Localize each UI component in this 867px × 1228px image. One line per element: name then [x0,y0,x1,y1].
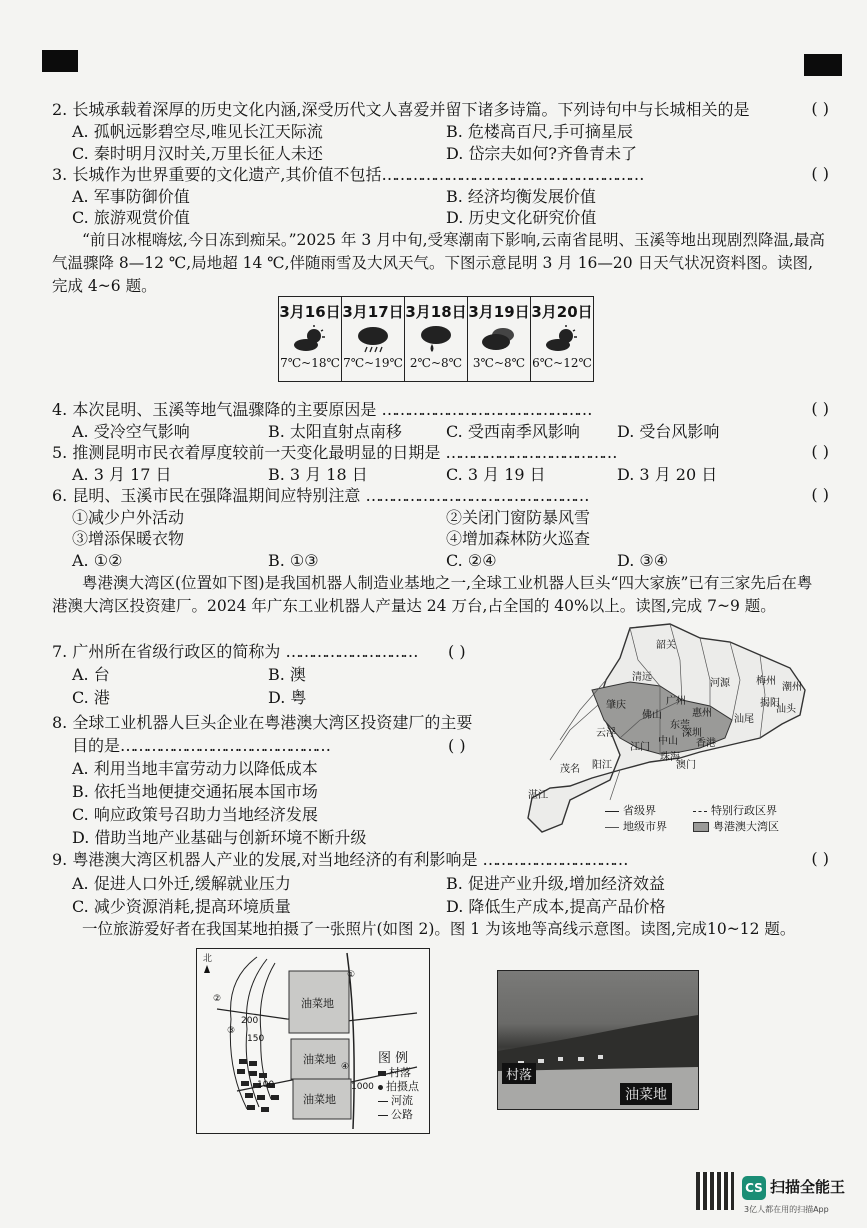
q5-option-c: C. 3 月 19 日 [446,465,546,484]
map-city-label: 汕头 [776,704,796,715]
weather-day-5 [531,297,594,382]
q7-option-c: C. 港 [72,688,110,707]
rain-icon [416,324,456,354]
map-city-label: 清远 [632,672,652,683]
q7-option-b: B. 澳 [268,665,306,684]
q3-option-c: C. 旅游观赏价值 [72,208,190,227]
spot-label: ③ [227,1026,236,1036]
map-city-label: 珠海 [660,752,680,763]
q3-answer-paren: ( ) [811,164,829,183]
q5-option-d: D. 3 月 20 日 [617,465,718,484]
spot-label: ② [213,994,222,1004]
map-city-label: 香港 [696,738,716,749]
legend-title: 图 例 [378,1051,409,1066]
spot-label: ① [347,970,356,980]
q6-option-b: B. ①③ [268,551,319,570]
map-city-label: 韶关 [656,640,676,651]
legend-village: 村落 [389,1066,411,1079]
weather-day-3 [405,297,468,382]
map-city-label: 阳江 [592,760,612,771]
q4-option-b: B. 太阳直射点南移 [268,422,402,441]
guangdong-map [520,620,812,842]
q6-option-d: D. ③④ [617,551,669,570]
intro-paragraph-bay-area: 粤港澳大湾区(位置如下图)是我国机器人制造业基地之一,全球工业机器人巨头“四大家族”已有三家先后在粤港澳大湾区投资建厂。2024 年广东工业机器人产量达 24 万台,占全国的 40%以上。读图,完成 7~9 题。 [52,574,813,615]
q4-option-a: A. 受冷空气影响 [72,422,190,441]
map-city-label: 梅州 [756,676,776,687]
field-label: 油菜地 [303,1053,336,1066]
q4-option-c: C. 受西南季风影响 [446,422,580,441]
scanner-app-logo: CS [742,1176,766,1200]
village-icon [378,1071,386,1076]
weather-date: 3月20日 [531,303,593,321]
map-city-label: 云浮 [596,728,616,739]
qr-code [696,1172,734,1210]
app-tagline: 3亿人都在用的扫描App [744,1205,829,1214]
q3-option-a: A. 军事防御价值 [72,187,190,206]
map-city-label: 江门 [630,742,650,753]
contour-label: 150 [247,1034,265,1044]
q5-answer-paren: ( ) [811,442,829,461]
q6-item-4: ④增加森林防火巡查 [446,529,591,548]
map-city-label: 潮州 [782,682,802,693]
q5-option-a: A. 3 月 17 日 [72,465,172,484]
q4-answer-paren: ( ) [811,399,829,418]
map-city-label: 汕尾 [734,714,754,725]
q8-leader-dots: ………………………………………… [120,736,329,755]
field-label: 油菜地 [301,997,334,1010]
q6-leader-dots: …………………………………………… [365,486,587,505]
cloudy-icon [479,324,519,354]
contour-label: 100 [257,1080,275,1090]
weather-temp: 6℃~12℃ [532,356,592,370]
intro-paragraph-weather: “前日冰棍嗨炫,今日冻到痴呆。”2025 年 3 月中旬,受寒潮南下影响,云南省昆明、玉溪等地出现剧烈降温,最高气温骤降 8—12 ℃,局地超 14 ℃,伴随雨雪及大风天气。下图示意昆明 3 月 16—20 日天气状况资料图。读图,完成 4~6 题。 [52,231,825,295]
q9-option-b: B. 促进产业升级,增加经济效益 [446,874,666,893]
q8-stem-line2: 目的是………………………………………… [72,736,329,755]
north-arrow-icon [204,965,210,973]
q6-item-2: ②关闭门窗防暴风雪 [446,508,591,527]
landscape-photo [497,970,699,1110]
q6-stem: 6. 昆明、玉溪市民在强降温期间应特别注意 …………………………………………… [52,486,587,505]
map-city-label: 广州 [666,696,686,707]
river-icon [378,1101,388,1102]
map-city-label: 茂名 [560,764,580,775]
q7-stem: 7. 广州所在省级行政区的简称为 ………………………… [52,642,416,661]
map-city-label: 揭阳 [760,698,780,709]
q8-option-b: B. 依托当地便捷交通拓展本国市场 [72,782,318,801]
q4-leader-dots: ………………………………………… [381,400,590,419]
weather-day-4 [468,297,531,382]
map-city-label: 中山 [658,736,678,747]
legend-city-boundary: 地级市界 [623,820,667,833]
q3-leader-dots: …………………………………………………… [381,165,642,184]
weather-temp: 3℃~8℃ [472,356,526,370]
q9-option-d: D. 降低生产成本,提高产品价格 [446,897,666,916]
q6-item-1: ①减少户外活动 [72,508,185,527]
app-name: 扫描全能王 [770,1178,846,1196]
contour-label: 1000 [351,1082,374,1092]
q8-stem-line1: 8. 全球工业机器人巨头企业在粤港澳大湾区投资建厂的主要 [52,713,473,732]
q6-option-c: C. ②④ [446,551,497,570]
q3-stem: 3. 长城作为世界重要的文化遗产,其价值不包括…………………………………………………… [52,165,642,184]
intro-paragraph-photo: 一位旅游爱好者在我国某地拍摄了一张照片(如图 2)。图 1 为该地等高线示意图。读图,完成10~12 题。 [82,920,796,938]
legend-spot: 拍摄点 [386,1080,419,1093]
weather-day-2 [342,297,405,382]
sun-cloud-icon [290,324,330,354]
q2-option-b: B. 危楼高百尺,手可摘星辰 [446,122,634,141]
weather-temp: 2℃~8℃ [409,356,463,370]
map-city-label: 肇庆 [606,700,626,711]
q8-option-c: C. 响应政策号召助力当地经济发展 [72,805,318,824]
legend-road: 公路 [391,1108,413,1121]
weather-date: 3月16日 [279,303,341,321]
legend-bay-area: 粤港澳大湾区 [713,820,779,833]
q7-answer-paren: ( ) [448,642,466,661]
weather-day-1 [279,297,342,382]
contour-map-legend [378,1052,438,1122]
q7-option-d: D. 粤 [268,688,307,707]
q2-option-d: D. 岱宗夫如何?齐鲁青未了 [446,144,638,163]
spot-label: ④ [341,1062,350,1072]
weather-date: 3月17日 [342,303,404,321]
north-arrow-label: 北 [203,954,213,964]
q4-stem: 4. 本次昆明、玉溪等地气温骤降的主要原因是 ………………………………………… [52,400,590,419]
photo-label-village: 村落 [502,1063,536,1084]
q2-answer-paren: ( ) [811,99,829,118]
q2-option-c: C. 秦时明月汉时关,万里长征人未还 [72,144,323,163]
q3-option-b: B. 经济均衡发展价值 [446,187,596,206]
map-city-label: 佛山 [642,710,662,721]
thunderstorm-icon [353,324,393,354]
q9-stem: 9. 粤港澳大湾区机器人产业的发展,对当地经济的有利影响是 …………………………… [52,850,626,869]
q9-option-a: A. 促进人口外迁,缓解就业压力 [72,874,291,893]
q9-answer-paren: ( ) [811,849,829,868]
q4-option-d: D. 受台风影响 [617,422,720,441]
q5-leader-dots: ………………………………… [445,443,615,462]
legend-province-boundary: 省级界 [623,804,656,817]
q5-option-b: B. 3 月 18 日 [268,465,368,484]
map-city-label: 东莞 [670,720,690,731]
q9-leader-dots: …………………………… [482,850,626,869]
q8-option-a: A. 利用当地丰富劳动力以降低成本 [72,759,318,778]
road-icon [378,1115,388,1116]
weather-temp: 7℃~18℃ [280,356,340,370]
corner-mark-left [42,50,78,72]
weather-date: 3月18日 [405,303,467,321]
q5-stem: 5. 推测昆明市民衣着厚度较前一天变化最明显的日期是 ………………………………… [52,443,615,462]
q9-option-c: C. 减少资源消耗,提高环境质量 [72,897,291,916]
contour-label: 200 [241,1016,259,1026]
q2-stem: 2. 长城承载着深厚的历史文化内涵,深受历代文人喜爱并留下诸多诗篇。下列诗句中与长城相关的是 [52,100,750,119]
q6-item-3: ③增添保暖衣物 [72,529,185,548]
q8-answer-paren: ( ) [448,736,466,755]
q8-option-d: D. 借助当地产业基础与创新环境不断升级 [72,828,367,847]
sun-cloud-icon [542,324,582,354]
q6-option-a: A. ①② [72,551,123,570]
q2-option-a: A. 孤帆远影碧空尽,唯见长江天际流 [72,122,323,141]
weather-temp: 7℃~19℃ [343,356,403,370]
map-city-label: 河源 [710,678,730,689]
map-city-label: 湛江 [528,790,548,801]
field-label: 油菜地 [303,1093,336,1106]
map-city-label: 惠州 [692,708,712,719]
photo-label-field: 油菜地 [620,1083,672,1105]
camera-spot-icon [378,1085,383,1090]
q3-option-d: D. 历史文化研究价值 [446,208,597,227]
q7-leader-dots: ………………………… [285,642,416,661]
weather-date: 3月19日 [468,303,530,321]
q7-option-a: A. 台 [72,665,110,684]
map-city-label: 澳门 [676,760,696,771]
corner-mark-right [804,54,842,76]
legend-river: 河流 [391,1094,413,1107]
legend-sar-boundary: 特别行政区界 [711,804,777,817]
map-city-label: 深圳 [682,728,702,739]
q6-answer-paren: ( ) [811,485,829,504]
weather-table [278,296,594,382]
